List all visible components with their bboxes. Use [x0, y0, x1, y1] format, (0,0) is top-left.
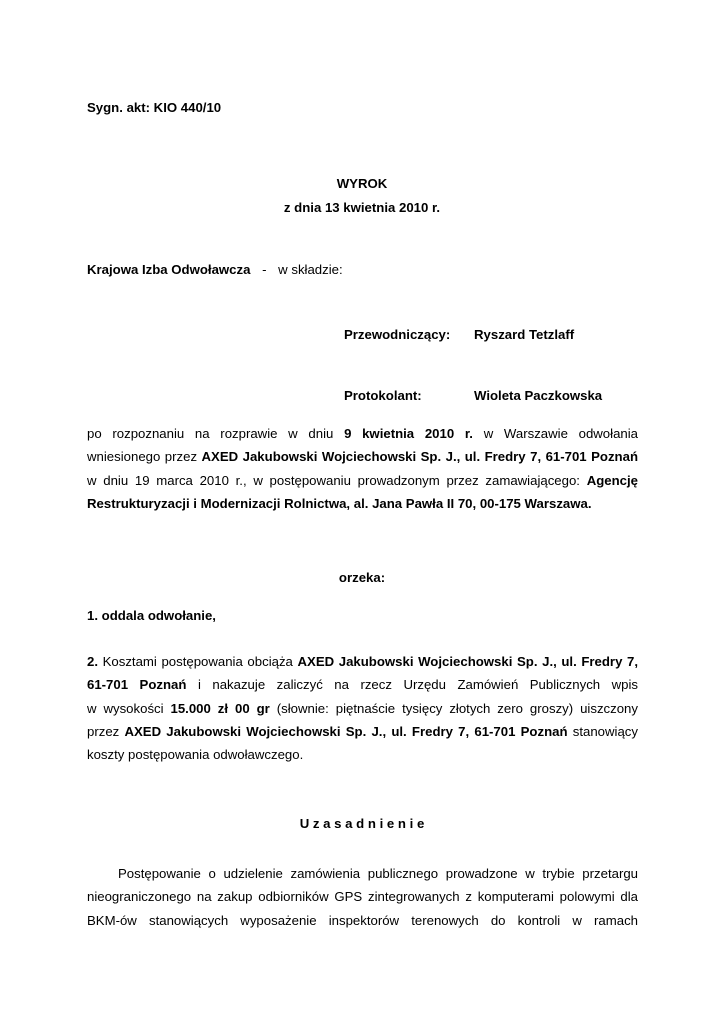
ruling-label: orzeka: [338, 570, 386, 585]
ruling-point-1: 1. oddala odwołanie, [87, 608, 216, 623]
intro-line-1: po rozpoznaniu na rozprawie w dniu 9 kwietnia 2010 r. w Warszawie odwołania [87, 426, 639, 441]
clerk-name: Wioleta Paczkowska [474, 388, 603, 403]
chamber-name: Krajowa Izba Odwoławcza [87, 262, 251, 277]
clerk-role: Protokolant: [344, 388, 422, 403]
point2-line-3: w wysokości 15.000 zł 00 gr (słownie: piętnaście tysięcy złotych zero groszy) uiszczony [87, 700, 638, 716]
chair-name: Ryszard Tetzlaff [474, 327, 575, 342]
justification-heading: U z a s a d n i e n i e [299, 816, 425, 831]
intro-line-4: Restrukturyzacji i Modernizacji Rolnictwa, al. Jana Pawła II 70, 00-175 Warszawa. [87, 495, 592, 511]
point2-line-1: 2. Kosztami postępowania obciąża AXED Jakubowski Wojciechowski Sp. J., ul. Fredry 7, [87, 654, 638, 669]
intro-line-2: wniesionego przez AXED Jakubowski Wojciechowski Sp. J., ul. Fredry 7, 61-701 Poznań [87, 449, 639, 465]
case-number: Sygn. akt: KIO 440/10 [87, 100, 222, 115]
chair-role: Przewodniczący: [344, 327, 451, 342]
separator: - [262, 262, 267, 277]
intro-paragraph [87, 422, 638, 515]
point2-line-2: 61-701 Poznań i nakazuje zaliczyć na rzecz Urzędu Zamówień Publicznych wpis [87, 677, 639, 693]
justification-line-3: BKM-ów stanowiących wyposażenie inspektorów terenowych do kontroli w ramach [87, 912, 638, 928]
intro-line-3: w dniu 19 marca 2010 r., w postępowaniu prowadzonym przez zamawiającego: Agencję [87, 472, 638, 488]
justification-paragraph [87, 862, 638, 932]
point2-line-4: przez AXED Jakubowski Wojciechowski Sp. J., ul. Fredry 7, 61-701 Poznań stanowiący [87, 723, 638, 739]
document-date: z dnia 13 kwietnia 2010 r. [283, 200, 441, 215]
composition-line [87, 262, 343, 277]
composition-suffix: w składzie: [278, 262, 343, 277]
document-title: WYROK [336, 176, 388, 191]
justification-line-1: Postępowanie o udzielenie zamówienia publicznego prowadzone w trybie przetargu [118, 866, 638, 881]
point2-line-5: koszty postępowania odwoławczego. [87, 747, 304, 763]
ruling-point-2 [87, 650, 638, 766]
justification-line-2: nieograniczonego na zakup odbiorników GPS zintegrowanych z komputerami polowymi dla [87, 889, 638, 905]
